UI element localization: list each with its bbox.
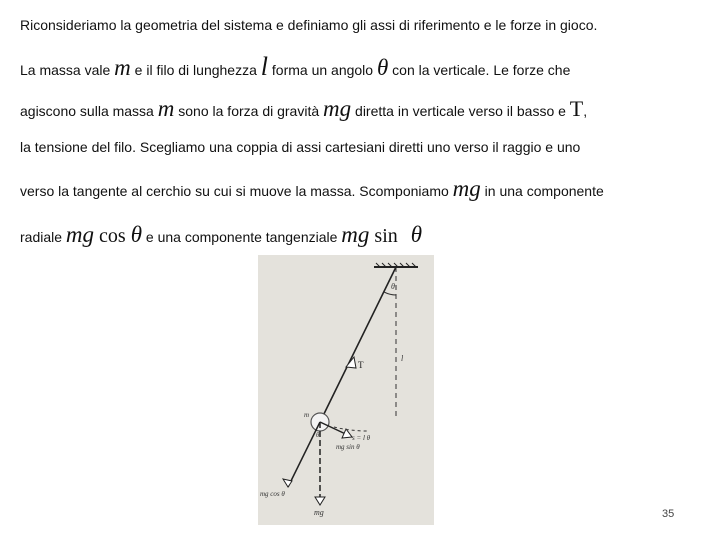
text-line-5: verso la tangente al cerchio su cui si muove la massa. Scomponiamo mg in una componente [20,176,604,201]
math-T: T [569,96,584,121]
math-m: m [114,55,131,80]
math-mg: mg [323,96,352,121]
label-s: s = l θ [352,434,371,442]
math-theta: θ [376,55,389,80]
pendulum-string [320,267,396,422]
mg-sin-arrowhead [342,429,352,438]
text-line-6: radiale mg cos θ e una componente tangenziale mg sin θ [20,222,423,247]
pendulum-diagram [258,255,434,525]
math-m: m [157,96,175,121]
math-mg: mg [452,176,481,201]
gravity-arrowhead [315,497,325,505]
math-cos: cos [94,225,131,247]
label-theta-bob: θ [316,431,320,439]
math-theta: θ [130,222,143,247]
ceiling-support [374,263,418,267]
math-mg: mg [65,222,95,247]
text-line-3: agiscono sulla massa m sono la forza di gravità mg diretta in verticale verso il basso e T, [20,96,588,121]
label-mg: mg [314,508,324,517]
math-mg: mg [341,222,370,247]
math-theta: θ [410,222,423,247]
theta-arc [384,292,396,295]
page-number: 35 [662,508,675,520]
label-l: l [401,354,404,363]
mg-cos-arrowhead [283,479,292,487]
text-line-4: la tensione del filo. Scegliamo una coppia di assi cartesiani diretti uno verso il raggio e uno [20,139,581,155]
label-mg-cos: mg cos θ [260,490,285,498]
text-line-1: Riconsideriamo la geometria del sistema e definiamo gli assi di riferimento e le forze in gioco. [20,17,598,33]
math-sin: sin [369,225,403,247]
label-mg-sin: mg sin θ [336,443,360,451]
label-T: T [358,360,364,370]
math-l: l [260,52,268,81]
text-line-2: La massa vale m e il filo di lunghezza l forma un angolo θ con la verticale. Le forze che [20,52,571,81]
pendulum-figure [258,255,434,525]
label-theta-top: θ [391,282,395,291]
label-m: m [304,411,310,419]
